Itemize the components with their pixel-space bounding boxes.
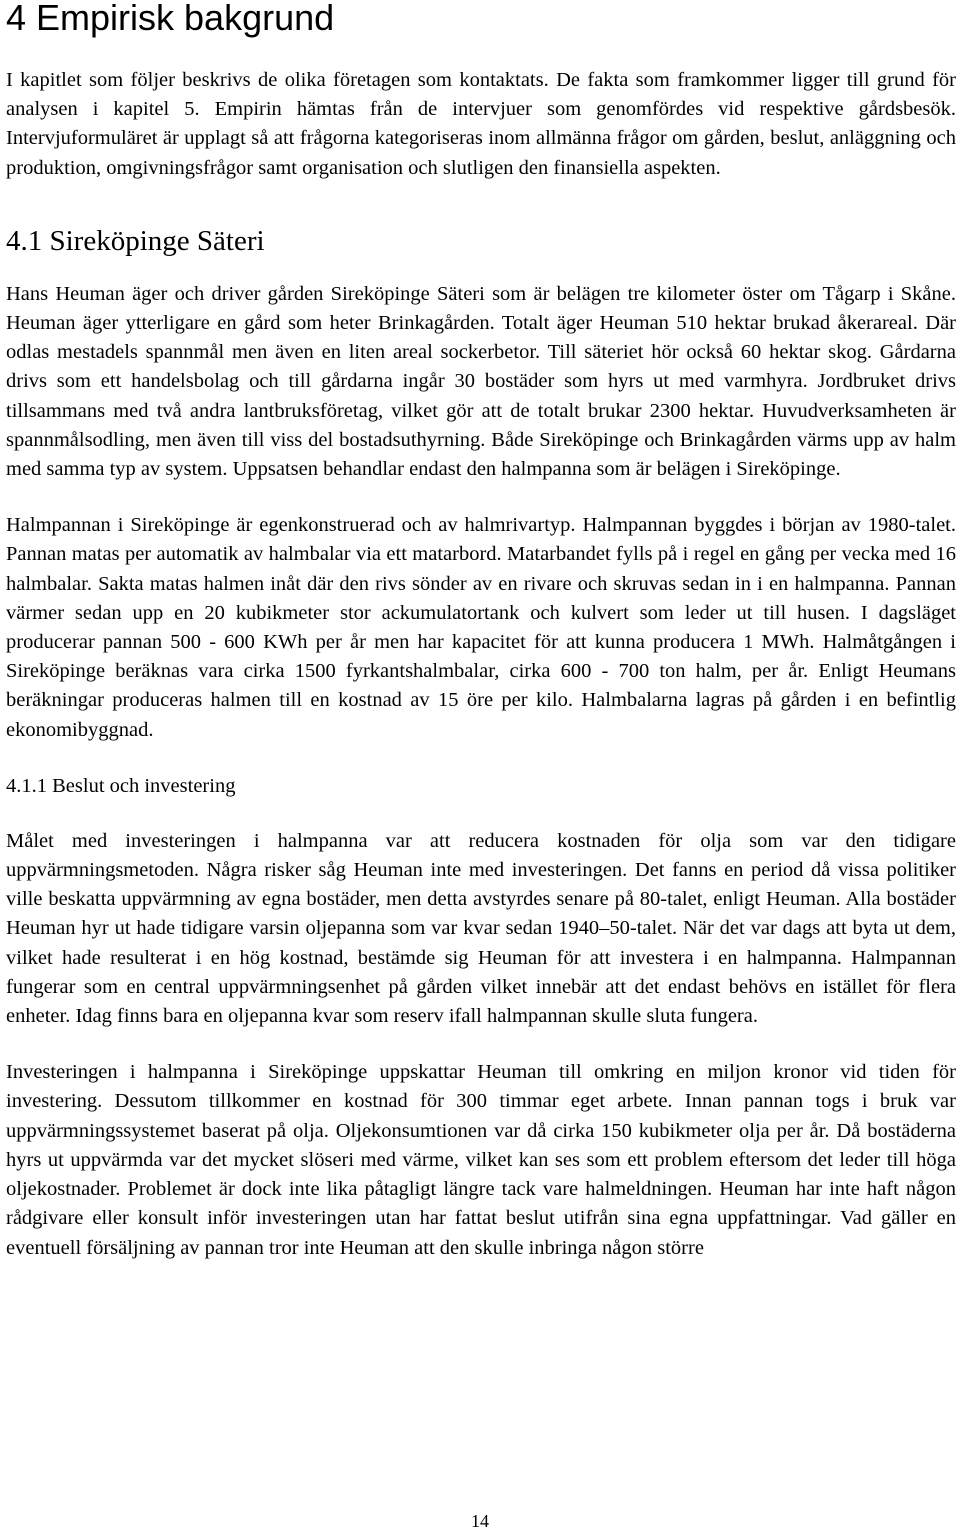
section-paragraph: Halmpannan i Sireköpinge är egenkonstruerad och av halmrivartyp. Halmpannan byggdes i början av 1980-talet. Pannan matas per automatik av halmbalar via ett matarbord. Matarbandet fylls på i regel en gång per vecka med 16 halmbalar. Sakta matas halmen inåt där den rivs sönder av en rivare och skruvas sedan in i en halmpanna. Pannan värmer sedan upp en 20 kubikmeter stor ackumulatortank och kulvert som leder ut till husen. I dagsläget producerar pannan 500 - 600 KWh per år men har kapacitet för att kunna producera 1 MWh. Halmåtgången i Sireköpinge beräknas vara cirka 1500 fyrkantshalmbalar, cirka 600 - 700 ton halm, per år. Enligt Heumans beräkningar produceras halmen till en kostnad av 15 öre per kilo. Halmbalarna lagras på gården i en befintlig ekonomibyggnad. bbox=[6, 514, 956, 741]
subsection-paragraph: Målet med investeringen i halmpanna var att reducera kostnaden för olja som var den tidigare uppvärmningsmetoden. Några risker såg Heuman inte med investeringen. Det fanns en period då vissa politiker ville beskatta uppvärmning av egna bostäder, men detta avstyrdes senare på 80-talet, enligt Heuman. Alla bostäder Heuman hyr ut hade tidigare varsin oljepanna som var kvar sedan 1940–50-talet. När det var dags att byta ut dem, vilket hade resulterat i en hög kostnad, bestämde sig Heuman för att investera i en halmpanna. Halmpannan fungerar som en central uppvärmningsenhet på gården vilket innebär att det endast behövs en istället för flera enheter. Idag finns bara en oljepanna kvar som reserv ifall halmpannan skulle sluta fungera. bbox=[6, 829, 956, 1028]
page-content bbox=[6, 0, 956, 1263]
chapter-intro-paragraph: I kapitlet som följer beskrivs de olika företagen som kontaktats. De fakta som framkommer ligger till grund för analysen i kapitel 5. Empirin hämtas från de intervjuer som genomfördes vid respektive gårdsbesök. Intervjuformuläret är upplagt så att frågorna kategoriseras inom allmänna frågor om gården, beslut, anläggning och produktion, omgivningsfrågor samt organisation och slutligen den finansiella aspekten. bbox=[6, 69, 956, 179]
subsection-title: 4.1.1 Beslut och investering bbox=[6, 774, 236, 797]
page-number: 14 bbox=[471, 1511, 489, 1531]
section-title: 4.1 Sireköpinge Säteri bbox=[6, 224, 265, 257]
chapter-title: 4 Empirisk bakgrund bbox=[6, 0, 335, 38]
section-paragraph: Hans Heuman äger och driver gården Sireköpinge Säteri som är belägen tre kilometer öster om Tågarp i Skåne. Heuman äger ytterligare en gård som heter Brinkagården. Totalt äger Heuman 510 hektar brukad åkerareal. Där odlas mestadels spannmål men även en liten areal sockerbetor. Till säteriet hör också 60 hektar skog. Gårdarna drivs som ett handelsbolag och till gårdarna ingår 30 bostäder som hyrs ut med varmhyra. Jordbruket drivs tillsammans med två andra lantbruksföretag, vilket gör att de totalt brukar 2300 hektar. Huvudverksamheten är spannmålsodling, men även till viss del bostadsuthyrning. Både Sireköpinge och Brinkagården värms upp av halm med samma typ av system. Uppsatsen behandlar endast den halmpanna som är belägen i Sireköpinge. bbox=[6, 282, 956, 481]
subsection-paragraph: Investeringen i halmpanna i Sireköpinge uppskattar Heuman till omkring en miljon kronor vid tiden för investering. Dessutom tillkommer en kostnad för 300 timmar eget arbete. Innan pannan togs i bruk var uppvärmningssystemet baserat på olja. Oljekonsumtionen var då cirka 150 kubikmeter olja per år. Då bostäderna hyrs ut uppvärmda var det mycket slöseri med värme, vilket kan ses som ett problem eftersom det leder till höga oljekostnader. Problemet är dock inte lika påtagligt längre tack vare halmeldningen. Heuman har inte haft någon rådgivare eller konsult inför investeringen utan har fattat beslut utifrån sina egna uppfattningar. Vad gäller en eventuell försäljning av pannan tror inte Heuman att den skulle inbringa någon större bbox=[6, 1061, 956, 1259]
